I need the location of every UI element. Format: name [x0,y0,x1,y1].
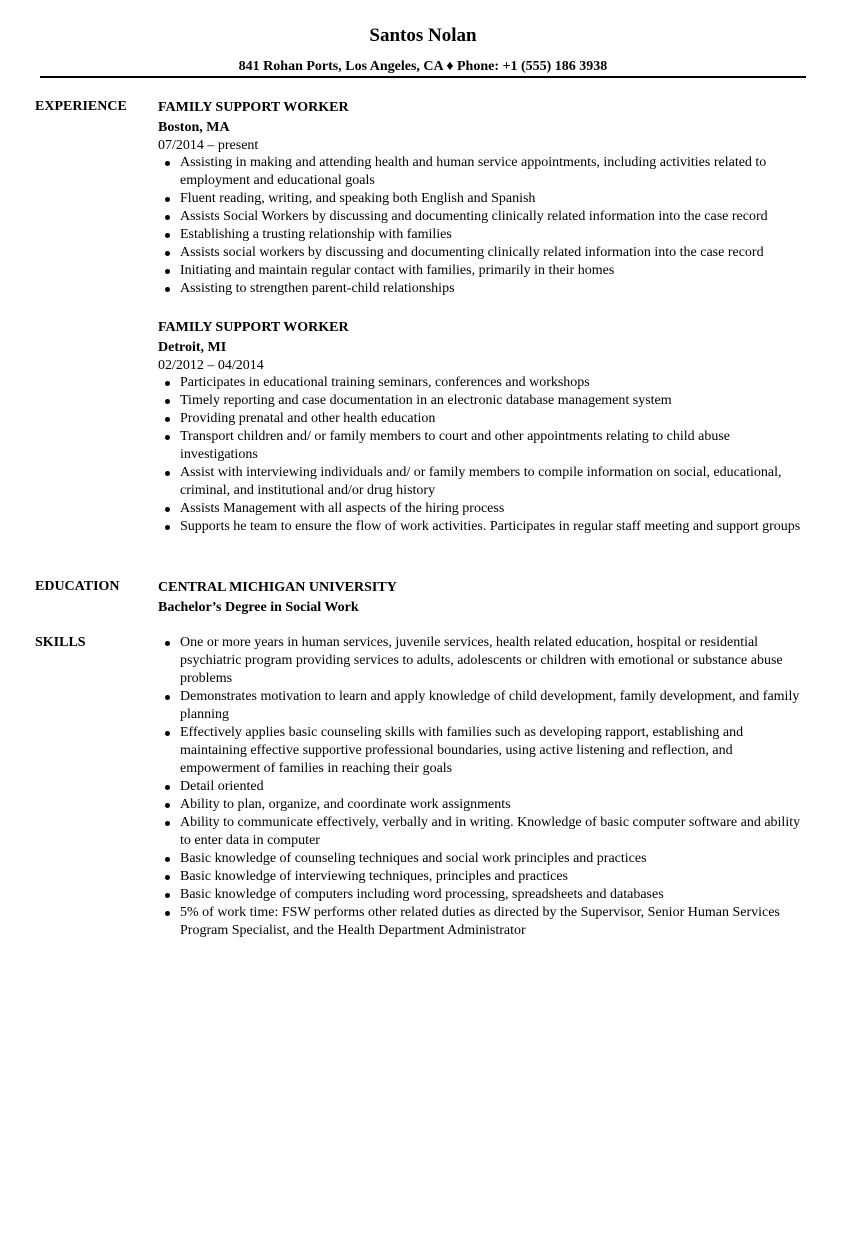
job-bullets [158,154,808,298]
section-label-skills: SKILLS [35,635,86,650]
job-dates: 02/2012 – 04/2014 [158,358,264,373]
list-item: 5% of work time: FSW performs other related duties as directed by the Supervisor, Senior Human Services Program Specialist, and the Health Department Administrator [158,904,808,940]
list-item: Timely reporting and case documentation in an electronic database management system [158,392,808,410]
degree: Bachelor’s Degree in Social Work [158,600,359,615]
job-title: FAMILY SUPPORT WORKER [158,100,349,115]
list-item: Assisting in making and attending health and human service appointments, including activities related to employment and educational goals [158,154,808,190]
list-item: Assist with interviewing individuals and/ or family members to compile information on social, educational, criminal, and institutional and/or drug history [158,464,808,500]
job-location: Boston, MA [158,120,230,135]
list-item: Transport children and/ or family members to court and other appointments relating to child abuse investigations [158,428,808,464]
list-item: One or more years in human services, juvenile services, health related education, hospital or residential psychiatric program providing services to adults, adolescents or children with emotional or substance abuse problems [158,634,808,688]
list-item: Assisting to strengthen parent-child relationships [158,280,808,298]
list-item: Initiating and maintain regular contact with families, primarily in their homes [158,262,808,280]
list-item: Demonstrates motivation to learn and apply knowledge of child development, family development, and family planning [158,688,808,724]
list-item: Supports he team to ensure the flow of work activities. Participates in regular staff meeting and support groups [158,518,808,536]
list-item: Detail oriented [158,778,808,796]
section-label-experience: EXPERIENCE [35,99,127,114]
list-item: Basic knowledge of counseling techniques and social work principles and practices [158,850,808,868]
job-title: FAMILY SUPPORT WORKER [158,320,349,335]
contact-line: 841 Rohan Ports, Los Angeles, CA ♦ Phone: +1 (555) 186 3938 [238,59,608,74]
list-item: Basic knowledge of interviewing techniques, principles and practices [158,868,808,886]
header-divider [40,76,806,78]
job-entry-1 [158,97,808,298]
job-location: Detroit, MI [158,340,227,355]
list-item: Fluent reading, writing, and speaking both English and Spanish [158,190,808,208]
list-item: Assists Management with all aspects of the hiring process [158,500,808,518]
job-entry-2 [158,317,808,536]
skills-list [158,634,808,940]
list-item: Ability to plan, organize, and coordinate work assignments [158,796,808,814]
section-label-education: EDUCATION [35,579,120,594]
list-item: Ability to communicate effectively, verbally and in writing. Knowledge of basic computer software and ability to enter data in computer [158,814,808,850]
list-item: Participates in educational training seminars, conferences and workshops [158,374,808,392]
list-item: Assists Social Workers by discussing and documenting clinically related information into the case record [158,208,808,226]
job-dates: 07/2014 – present [158,138,259,153]
list-item: Basic knowledge of computers including word processing, spreadsheets and databases [158,886,808,904]
school-name: CENTRAL MICHIGAN UNIVERSITY [158,580,397,595]
list-item: Effectively applies basic counseling skills with families such as developing rapport, establishing and maintaining effective supportive professional boundaries, using active listening and reflection, and empowerment of families in reaching their goals [158,724,808,778]
candidate-name: Santos Nolan [369,25,477,46]
list-item: Establishing a trusting relationship with families [158,226,808,244]
education-entry [158,577,808,617]
list-item: Assists social workers by discussing and documenting clinically related information into the case record [158,244,808,262]
job-bullets [158,374,808,536]
list-item: Providing prenatal and other health education [158,410,808,428]
skills-list-block [158,634,808,940]
